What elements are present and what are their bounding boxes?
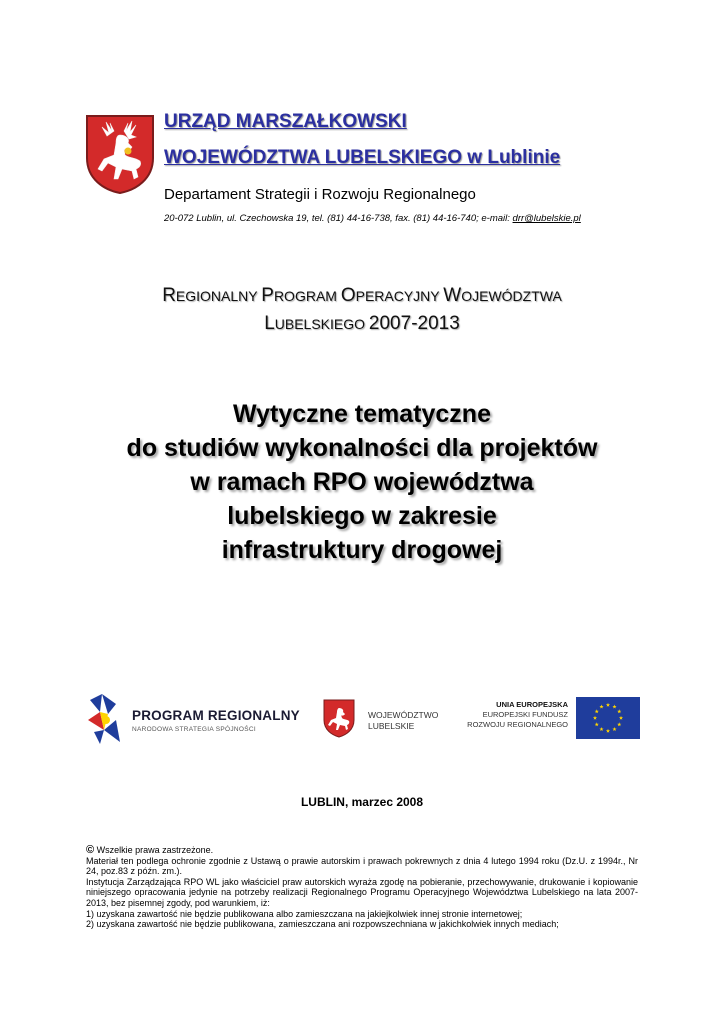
copyright-item: 1) uzyskana zawartość nie będzie publikowana albo zamieszczana na jakiejkolwiek innej stronie internetowej; [86, 908, 523, 919]
eu-label-line2: EUROPEJSKI FUNDUSZ [482, 710, 568, 719]
org-name-line2: WOJEWÓDZTWA LUBELSKIEGO w Lublinie [164, 147, 561, 168]
copyright-paragraph: Materiał ten podlega ochronie zgodnie z Ustawą o prawie autorskim i prawach pokrewnych z dnia 4 lutego 1994 roku (Dz.U. z 1994r., Nr 24, poz.83 z późn. zm.). [86, 855, 638, 877]
sc-part: L [264, 313, 275, 334]
sc-part: ROGRAM [273, 288, 341, 304]
sc-part: P [261, 285, 274, 306]
contact-address [164, 213, 581, 224]
copyright-item: 2) uzyskana zawartość nie będzie publikowana, zamieszczana ani rozpowszechniana w jakichkolwiek innych mediach; [86, 919, 559, 930]
title-line: infrastruktury drogowej [221, 536, 503, 564]
eu-label-line1: UNIA EUROPEJSKA [496, 700, 568, 709]
org-name-line1: URZĄD MARSZAŁKOWSKI [164, 111, 407, 132]
copyright-paragraph: Instytucja Zarządzająca RPO WL jako właściciel praw autorskich wyraża zgodę na pobieranie, przechowywanie, drukowanie i kopiowanie niniejszego opracowania jedynie na potrzeby realizacji Regionalnego Programu Operacyjnego Województwa Lubelskiego na lata 2007-2013, bez pisemnej zgody, pod warunkiem, iż: [86, 876, 638, 908]
lubelskie-coat-of-arms-icon [84, 113, 156, 195]
program-regionalny-star-icon [86, 690, 126, 746]
address-text: 20-072 Lublin, ul. Czechowska 19, tel. (81) 44-16-738, fax. (81) 44-16-740; e-mail: [164, 213, 513, 224]
sc-part: OJEWÓDZTWA [461, 288, 562, 304]
document-title [40, 397, 684, 567]
programme-title-line1 [0, 285, 724, 307]
eu-label-line3: ROZWOJU REGIONALNEGO [467, 720, 568, 729]
sc-part: UBELSKIEGO [274, 316, 369, 332]
department-name: Departament Strategii i Rozwoju Regionalnego [164, 186, 476, 203]
copyright-notice [86, 845, 638, 930]
copyright-line [86, 845, 638, 856]
title-line: lubelskiego w zakresie [227, 502, 497, 530]
title-line: do studiów wykonalności dla projektów [126, 434, 598, 462]
programme-title-line2 [0, 313, 724, 335]
sc-part: O [340, 285, 356, 306]
woj-label-line1: WOJEWÓDZTWO [368, 710, 439, 720]
sc-part: EGIONALNY [175, 288, 262, 304]
place-and-date: LUBLIN, marzec 2008 [300, 795, 424, 809]
program-regionalny-label: PROGRAM REGIONALNY [132, 708, 300, 723]
program-regionalny-logo [86, 688, 306, 748]
eu-text [467, 700, 568, 730]
title-line: w ramach RPO województwa [190, 468, 534, 496]
sc-part: W [443, 285, 462, 306]
sc-part: R [162, 285, 176, 306]
sc-part: 2007-2013 [368, 313, 460, 334]
funding-logos-strip [86, 688, 640, 748]
small-coat-of-arms-icon [322, 698, 356, 738]
wojewodztwo-lubelskie-logo [322, 696, 442, 742]
eu-flag-icon [576, 697, 640, 739]
woj-label-line2: LUBELSKIE [368, 721, 415, 731]
eu-logo [458, 696, 640, 742]
program-regionalny-sublabel: NARODOWA STRATEGIA SPÓJNOŚCI [132, 726, 256, 733]
copyright-text: Wszelkie prawa zastrzeżone. [94, 845, 214, 855]
sc-part: PERACYJNY [355, 288, 444, 304]
title-line: Wytyczne tematyczne [233, 400, 491, 428]
email-link[interactable]: drr@lubelskie.pl [512, 213, 581, 224]
copyright-icon: © [86, 844, 95, 856]
